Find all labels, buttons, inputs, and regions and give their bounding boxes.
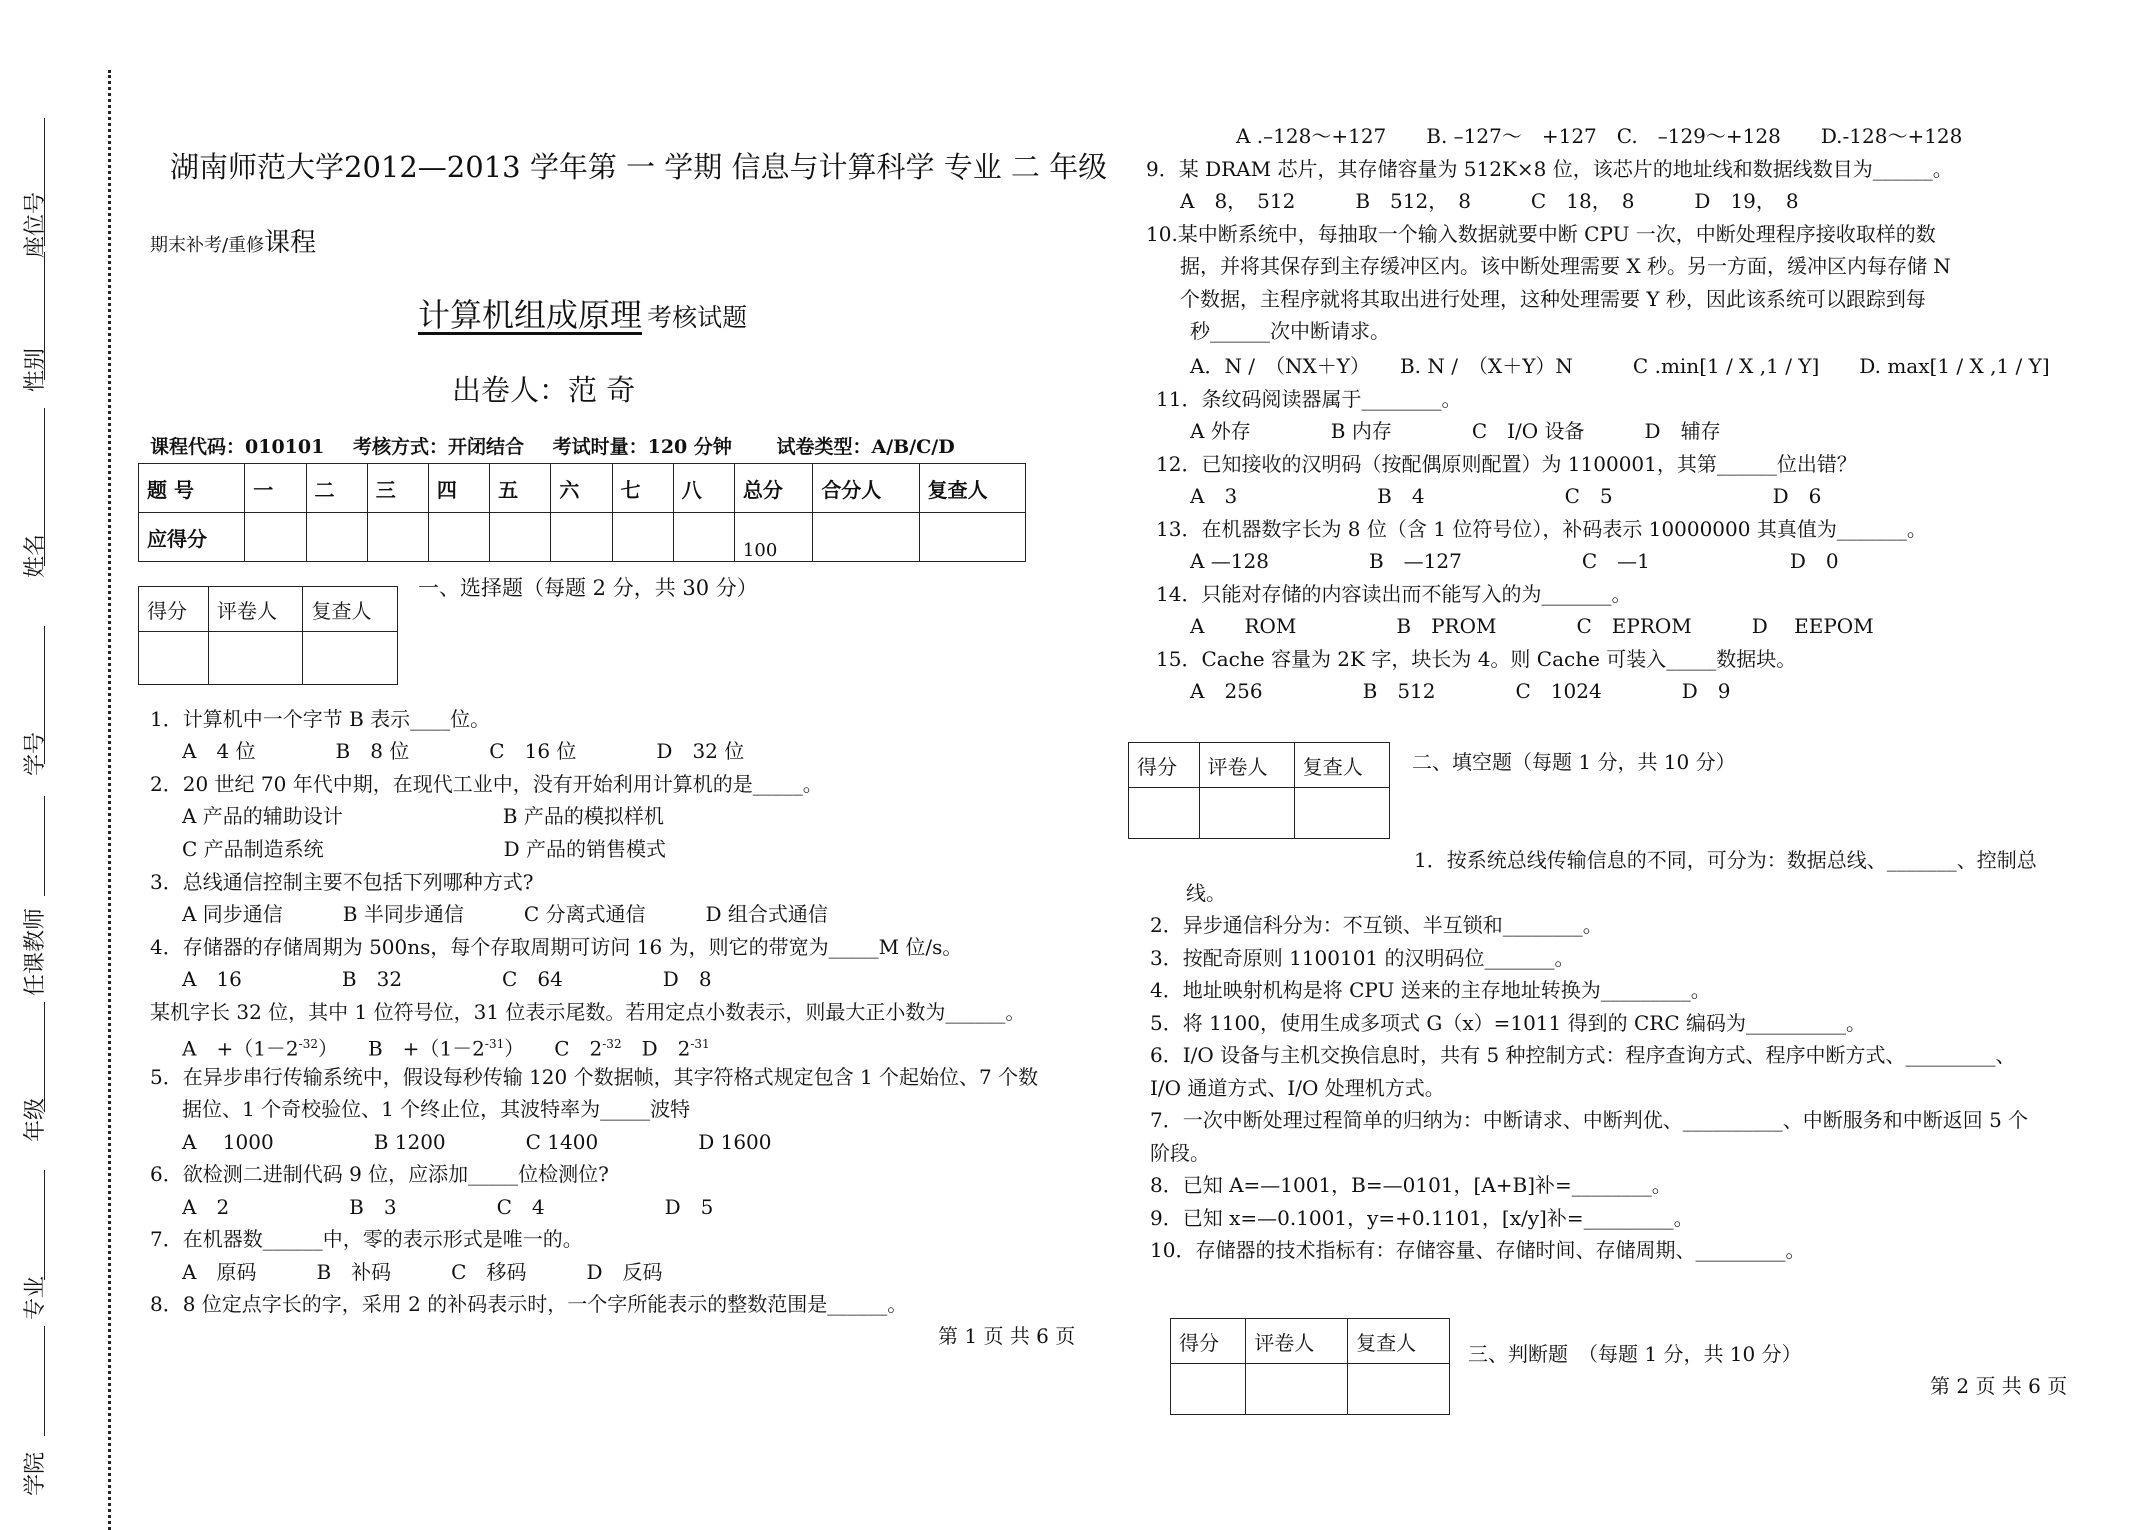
grader-reviewer-label: 评卷人 [208,587,303,632]
score-cell-checker[interactable] [919,513,1025,562]
section3-title: 三、判断题 （每题 1 分，共 10 分） [1468,1342,1802,1366]
exam-duration: 考试时量：120 分钟 [552,436,732,458]
grader-score-cell[interactable] [139,632,209,685]
q9-text: 9．某 DRAM 芯片，其存储容量为 512K×8 位，该芯片的地址线和数据线数目为______。 [1146,157,1953,181]
section2-title: 二、填空题（每题 1 分，共 10 分） [1412,750,1736,774]
q6-options: A 2 B 3 C 4 D 5 [182,1195,714,1219]
page-footer-2: 第 2 页 共 6 页 [1930,1374,2068,1398]
teacher-fill-line [44,796,45,896]
q2-text: 2．20 世纪 70 年代中期，在现代工业中，没有开始利用计算机的是_____。 [150,772,823,796]
grader2-checker-label: 复查人 [1294,743,1389,788]
header-cell-question: 题 号 [139,464,245,513]
q12-options: A 3 B 4 C 5 D 6 [1190,484,1822,508]
q7-text: 7．在机器数______中，零的表示形式是唯一的。 [150,1227,583,1251]
score-cell-6[interactable] [551,513,612,562]
college-fill-line [44,1326,45,1436]
subject-suffix: 考核试题 [647,303,748,332]
q14-options: A ROM B PROM C EPROM D EEPOM [1190,614,1874,638]
seat-label: 座位号 [23,191,48,258]
teacher-label: 任课教师 [23,907,48,996]
score-cell-1[interactable] [245,513,306,562]
q5-text: 5．在异步串行传输系统中，假设每秒传输 120 个数据帧，其字符格式规定包含 1 个起始位、7 个数 [150,1065,1039,1089]
grader-box-section1 [138,586,398,685]
fill-q6-text-cont: I/O 通道方式、I/O 处理机方式。 [1150,1076,1445,1100]
grader3-reviewer-cell[interactable] [1246,1364,1348,1415]
student-id-fill-line [44,626,45,764]
course-info-line [150,432,955,459]
fill-q2-text: 2．异步通信科分为：不互锁、半互锁和________。 [1150,913,1603,937]
header-cell-summer: 合分人 [813,464,919,513]
score-cell-7[interactable] [612,513,673,562]
score-table-value-row [139,513,1026,562]
grader3-checker-cell[interactable] [1348,1364,1450,1415]
score-cell-summer[interactable] [813,513,919,562]
q7-options: A 原码 B 补码 C 移码 D 反码 [182,1260,663,1284]
q10-options: A．N / （NX＋Y） B. N / （X＋Y）N C .min[1 / X ,1 / Y] D. max[1 / X ,1 / Y] [1190,354,2050,378]
score-cell-8[interactable] [673,513,734,562]
grader3-checker-label: 复查人 [1348,1319,1450,1364]
grader2-checker-cell[interactable] [1294,788,1389,839]
grader-checker-cell[interactable] [303,632,398,685]
q5-options: A 1000 B 1200 C 1400 D 1600 [182,1130,772,1154]
grade-label: 年级 [23,1097,48,1142]
grader-checker-label: 复查人 [303,587,398,632]
course-code: 课程代码：010101 [150,436,325,458]
q15-options: A 256 B 512 C 1024 D 9 [1190,679,1731,703]
q9-options: A 8， 512 B 512， 8 C 18， 8 D 19， 8 [1180,189,1799,213]
header-cell-3: 三 [367,464,428,513]
header-cell-1: 一 [245,464,306,513]
q14-text: 14．只能对存储的内容读出而不能写入的为_______。 [1156,582,1632,606]
major-fill-line [44,1170,45,1280]
header-cell-6: 六 [551,464,612,513]
q1-text: 1．计算机中一个字节 B 表示____位。 [150,707,491,731]
header-cell-7: 七 [612,464,673,513]
q4b-option-b: ） B +（1－2 [317,1036,485,1061]
section1-title: 一、选择题（每题 2 分，共 30 分） [418,576,758,600]
q2-options-cd: C 产品制造系统 D 产品的销售模式 [182,837,667,861]
header-cell-5: 五 [490,464,551,513]
fill-q8-text: 8．已知 A=—1001，B=—0101，[A+B]补=________。 [1150,1173,1672,1197]
major-label: 专业 [23,1275,48,1320]
q4b-text: 某机字长 32 位，其中 1 位符号位，31 位表示尾数。若用定点小数表示，则最大正小数为______。 [150,1000,1026,1024]
grader2-score-label: 得分 [1129,743,1200,788]
score-cell-5[interactable] [490,513,551,562]
fill-q1-text-cont: 线。 [1186,881,1226,905]
fill-q4-text: 4．地址映射机构是将 CPU 送来的主存地址转换为_________。 [1150,978,1711,1002]
grader-score-label: 得分 [139,587,209,632]
fill-q3-text: 3．按配奇原则 1100101 的汉明码位_______。 [1150,946,1575,970]
grader-box-section2 [1128,742,1390,839]
course-line [150,222,316,259]
page-footer-1: 第 1 页 共 6 页 [938,1324,1076,1348]
header-cell-8: 八 [673,464,734,513]
exam-method: 考核方式：开闭结合 [352,436,524,458]
student-id-label: 学号 [23,731,48,776]
q8-text: 8．8 位定点字长的字，采用 2 的补码表示时，一个字所能表示的整数范围是______。 [150,1292,908,1316]
paper-type: 试卷类型：A/B/C/D [776,436,955,458]
header-cell-total: 总分 [734,464,812,513]
q13-options: A —128 B —127 C —1 D 0 [1190,549,1839,573]
grader2-reviewer-cell[interactable] [1199,788,1294,839]
name-fill-line [44,408,45,566]
exam-title-line: 湖南师范大学2012—2013 学年第 一 学期 信息与计算科学 专业 二 年级 [170,150,1108,184]
fill-q1-text: 1．按系统总线传输信息的不同，可分为：数据总线、_______、控制总 [1414,848,2037,872]
grader2-score-cell[interactable] [1129,788,1200,839]
course-prefix: 期末补考/重修 [150,235,265,256]
gender-label: 性别 [23,347,48,392]
score-table [138,463,1026,562]
q10-text-cont3: 秒______次中断请求。 [1190,319,1390,343]
grader3-reviewer-label: 评卷人 [1246,1319,1348,1364]
college-label: 学院 [23,1451,48,1496]
q10-text-cont1: 据，并将其保存到主存缓冲区内。该中断处理需要 X 秒。另一方面，缓冲区内每存储 N [1180,254,1951,278]
score-table-header-row [139,464,1026,513]
fill-q9-text: 9．已知 x=—0.1001，y=+0.1101，[x/y]补=_________。 [1150,1206,1694,1230]
q3-options: A 同步通信 B 半同步通信 C 分离式通信 D 组合式通信 [182,902,828,926]
fill-q5-text: 5．将 1100，使用生成多项式 G（x）=1011 得到的 CRC 编码为__________。 [1150,1011,1866,1035]
grader3-score-cell[interactable] [1171,1364,1246,1415]
fill-q7-text-cont: 阶段。 [1150,1141,1210,1165]
q11-text: 11．条纹码阅读器属于________。 [1156,387,1462,411]
q4b-option-a-exp: -32 [298,1037,318,1051]
score-cell-4[interactable] [428,513,489,562]
subject-title: 计算机组成原理 [418,296,643,334]
header-cell-2: 二 [306,464,367,513]
grader3-score-label: 得分 [1171,1319,1246,1364]
q11-options: A 外存 B 内存 C I/O 设备 D 辅存 [1190,419,1721,443]
gender-fill-line [44,252,45,380]
seat-fill-line [44,118,45,246]
grader-box-section3 [1170,1318,1450,1415]
subject-line [418,290,747,336]
name-label: 姓名 [23,533,48,578]
q13-text: 13．在机器数字长为 8 位（含 1 位符号位），补码表示 10000000 其真值为_______。 [1156,517,1927,541]
q5-text-cont: 据位、1 个奇校验位、1 个终止位，其波特率为_____波特 [182,1097,691,1121]
q15-text: 15．Cache 容量为 2K 字，块长为 4。则 Cache 可装入_____数据块。 [1156,647,1797,671]
q12-text: 12．已知接收的汉明码（按配偶原则配置）为 1100001，其第______位出错？ [1156,452,1857,476]
fill-q7-text: 7．一次中断处理过程简单的归纳为：中断请求、中断判优、__________、中断服务和中断返回 5 个 [1150,1108,2029,1132]
grader2-reviewer-label: 评卷人 [1199,743,1294,788]
q6-text: 6．欲检测二进制代码 9 位，应添加_____位检测位? [150,1162,609,1186]
fill-q10-text: 10．存储器的技术指标有：存储容量、存储时间、存储周期、_________。 [1150,1238,1806,1262]
q8-options: A .–128～+127 B. –127～ +127 C. –129～+128 D.-128～+128 [1236,124,1963,148]
course-suffix: 课程 [264,228,317,258]
q10-text-cont2: 个数据，主程序就将其取出进行处理，这种处理需要 Y 秒，因此该系统可以跟踪到每 [1180,287,1926,311]
score-cell-total: 100 [734,513,812,562]
q3-text: 3．总线通信控制主要不包括下列哪种方式? [150,870,534,894]
row-label-expected: 应得分 [139,513,245,562]
q4b-option-c: ） C 2 [504,1036,603,1061]
q1-options: A 4 位 B 8 位 C 16 位 D 32 位 [182,739,745,763]
binding-dotted-line [108,70,111,1530]
header-cell-checker: 复查人 [919,464,1025,513]
q4b-option-d-exp: -31 [690,1037,710,1051]
q2-options-ab: A 产品的辅助设计 B 产品的模拟样机 [182,804,664,828]
q4-text: 4．存储器的存储周期为 500ns，每个存取周期可访问 16 为，则它的带宽为_____M 位/s。 [150,935,963,959]
exam-author: 出卷人：范 奇 [452,373,636,407]
score-cell-2[interactable] [306,513,367,562]
q4b-option-d: D 2 [621,1036,691,1061]
q4b-option-b-exp: -31 [484,1037,505,1051]
q4b-option-a: A +（1－2 [182,1036,299,1061]
score-cell-3[interactable] [367,513,428,562]
q4-options: A 16 B 32 C 64 D 8 [182,967,712,991]
q4b-options [182,1028,710,1065]
q4b-option-c-exp: -32 [602,1037,622,1051]
grader-reviewer-cell[interactable] [208,632,303,685]
grade-fill-line [44,1002,45,1112]
header-cell-4: 四 [428,464,489,513]
q10-text: 10.某中断系统中，每抽取一个输入数据就要中断 CPU 一次，中断处理程序接收取样的数 [1146,222,1936,246]
fill-q6-text: 6．I/O 设备与主机交换信息时，共有 5 种控制方式：程序查询方式、程序中断方式、_________、 [1150,1043,2016,1067]
